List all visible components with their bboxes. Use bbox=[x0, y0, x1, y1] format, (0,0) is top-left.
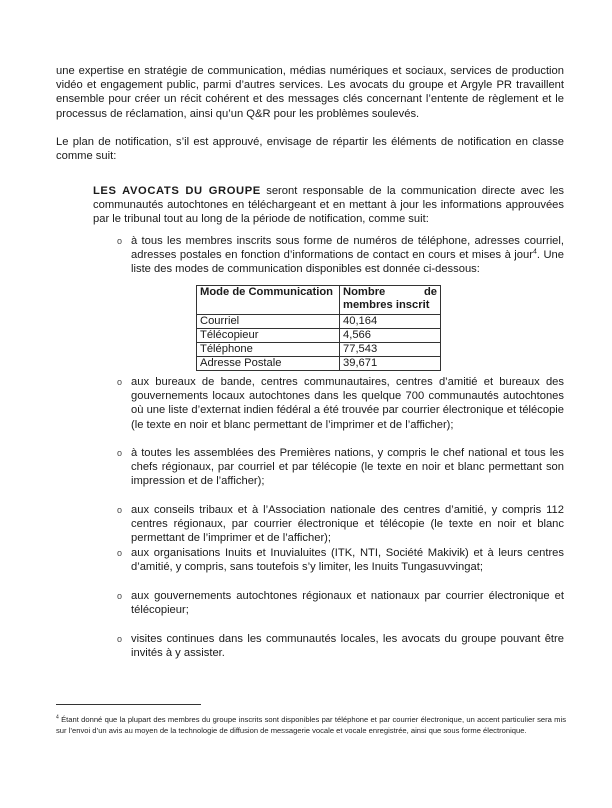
hollow-bullet-icon: o bbox=[117, 548, 123, 558]
list-item-text: à tous les membres inscrits sous forme de numéros de téléphone, adresses courriel, adresses postales en fonction d’informations de contact en cours et mises à jour$^4$. Une liste des modes de communication disponibles est donnée ci-dessous: bbox=[131, 235, 564, 276]
hollow-bullet-icon: o bbox=[117, 236, 123, 246]
hollow-bullet-icon: o bbox=[117, 505, 123, 515]
hollow-bullet-icon: o bbox=[117, 634, 123, 644]
intro-continuation-paragraph: une expertise en stratégie de communication, médias numériques et sociaux, services de production vidéo et engagement public, parmi d’autres services. Les avocats du groupe et Argyle PR travaillent ensemble pour créer un récit cohérent et des messages clés concernant l’entente de règlement et le processus de réclamation, ainsi qu’un Q&R pour les problèmes soulevés. bbox=[56, 65, 564, 120]
notification-plan-paragraph: Le plan de notification, s’il est approuvé, envisage de répartir les éléments de notification en classe comme suit: bbox=[56, 136, 564, 163]
list-item-text: visites continues dans les communautés locales, les avocats du groupe pouvant être invités à y assister. bbox=[131, 633, 564, 660]
count-cell: 77,543 bbox=[340, 343, 441, 357]
list-item-text: aux conseils tribaux et à l’Association nationale des centres d’amitié, y compris 112 centres régionaux, par courrier électronique et télécopie (le texte en noir et blanc permettant de l’imprimer et de l’afficher); bbox=[131, 504, 564, 545]
footnote-divider bbox=[56, 704, 201, 705]
footnote bbox=[56, 715, 566, 736]
column-header-count: Nombre de membres inscrit bbox=[340, 286, 441, 315]
table-row bbox=[197, 357, 441, 371]
hollow-bullet-icon: o bbox=[117, 591, 123, 601]
count-cell: 40,164 bbox=[340, 315, 441, 329]
group-lawyers-text: seront responsable de la communication directe avec les communautés autochtones en téléchargeant et en mettant à jour les informations approuvées par le tribunal tout au long de la période de notification, comme suit: bbox=[93, 185, 565, 226]
mode-cell: Courriel bbox=[197, 315, 340, 329]
column-header-mode: Mode de Communication bbox=[197, 286, 340, 315]
communication-modes-table bbox=[196, 285, 441, 371]
table-row bbox=[197, 343, 441, 357]
group-lawyers-paragraph bbox=[93, 184, 564, 227]
list-item-text: aux bureaux de bande, centres communautaires, centres d’amitié et bureaux des gouvernements locaux autochtones dans les quelque 700 communautés autochtones où une liste d’externat indien fédéral a été trouvée par courrier électronique et télécopie (le texte en noir et blanc permettant de l’imprimer et de l’afficher); bbox=[131, 376, 564, 431]
count-cell: 39,671 bbox=[340, 357, 441, 371]
mode-cell: Téléphone bbox=[197, 343, 340, 357]
table-header-row bbox=[197, 286, 441, 315]
list-item-text: aux gouvernements autochtones régionaux et nationaux par courrier électronique et télécopieur; bbox=[131, 590, 564, 617]
footnote-reference[interactable]: 4 bbox=[532, 248, 537, 256]
table-row bbox=[197, 329, 441, 343]
footnote-number: 4 bbox=[56, 714, 59, 721]
mode-cell: Télécopieur bbox=[197, 329, 340, 343]
table-row bbox=[197, 315, 441, 329]
hollow-bullet-icon: o bbox=[117, 448, 123, 458]
list-item-text: à toutes les assemblées des Premières nations, y compris le chef national et tous les chefs régionaux, par courriel et par télécopie (le texte en noir et blanc permettant son impression et de l’afficher); bbox=[131, 447, 564, 488]
list-item-text: aux organisations Inuits et Inuvialuites (ITK, NTI, Société Makivik) et à leurs centres d’amitié, y compris, sans toutefois s’y limiter, les Inuits Tungasuvvingat; bbox=[131, 547, 564, 574]
mode-cell: Adresse Postale bbox=[197, 357, 340, 371]
footnote-text: Étant donné que la plupart des membres du groupe inscrits sont disponibles par téléphone et par courrier électronique, un accent particulier sera mis sur l’envoi d’un avis au moyen de la technologie de diffusion de messagerie vocale et vocale enregistrée, ainsi que sous forme électronique. bbox=[56, 715, 566, 735]
group-lawyers-heading: LES AVOCATS DU GROUPE bbox=[93, 185, 261, 197]
count-cell: 4,566 bbox=[340, 329, 441, 343]
hollow-bullet-icon: o bbox=[117, 377, 123, 387]
